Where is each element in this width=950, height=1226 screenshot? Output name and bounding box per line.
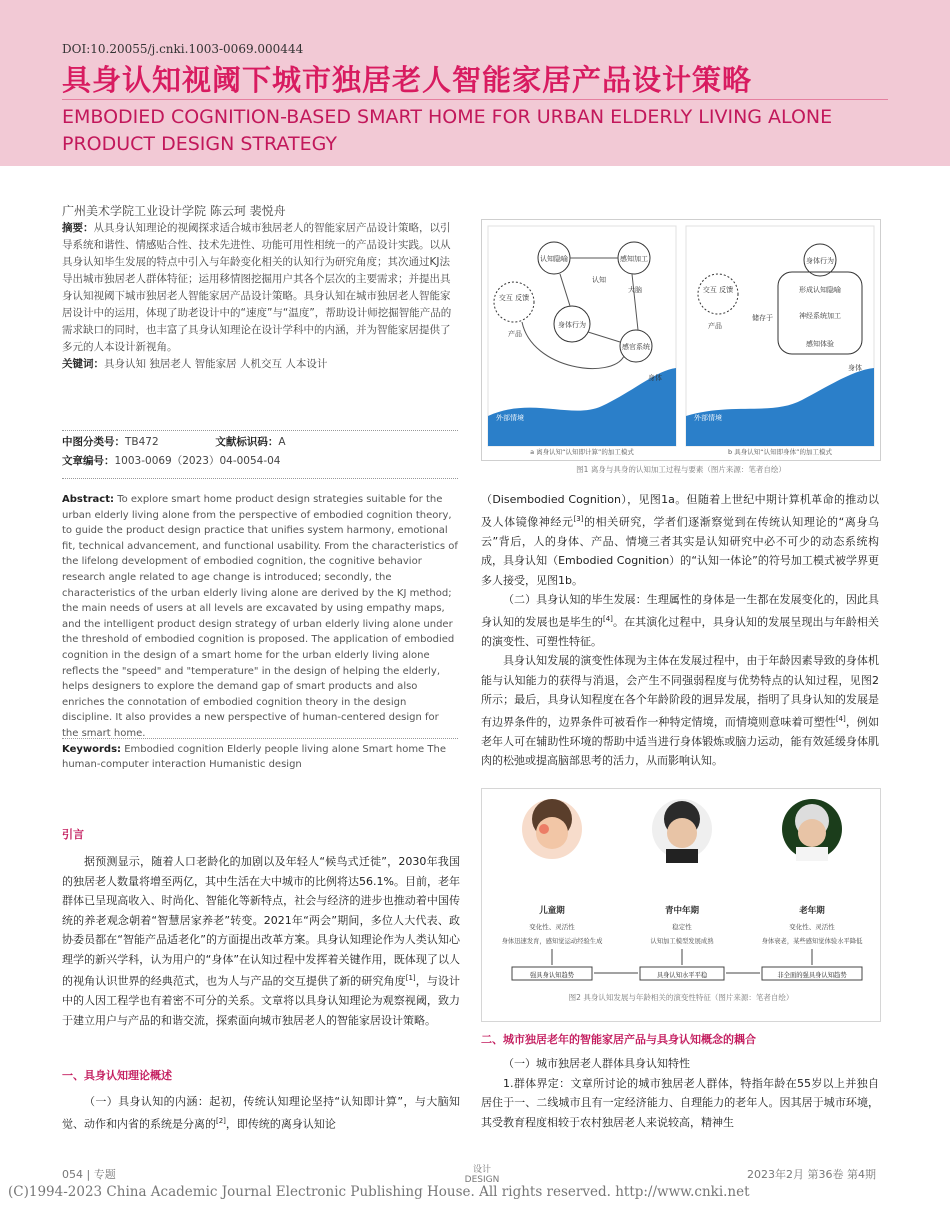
elder-shirt — [796, 847, 828, 861]
intro-text-end: ，与设计中的人因工程学也有着密不可分的关系。文章将以具身认知理论为观察视阈，致力于建立用户与产品的和谐交流，探索面向城市独居老人的智能家居设计策略。 — [62, 974, 461, 1027]
fig1a-label-3: 产品 — [508, 330, 522, 338]
article-number-label: 文章编号： — [62, 455, 115, 467]
fig1b-label-3: 身体 — [848, 364, 862, 372]
citation: [4] — [602, 614, 613, 623]
figure-2 — [481, 788, 881, 1022]
fig1b-node-2: 形成认知隐喻 — [799, 286, 841, 294]
citation: [4] — [835, 714, 846, 723]
footer-section: 专题 — [93, 1168, 116, 1181]
citation: [3] — [573, 514, 584, 523]
keywords-label: 关键词： — [62, 358, 104, 370]
copyright: (C)1994-2023 China Academic Journal Electronic Publishing House. All rights reserved. http://www.cnki.net — [8, 1184, 750, 1200]
elder-face — [798, 819, 826, 847]
para-text: （二）具身认知的毕生发展：生理属性的身体是一生都在发展变化的，因此具身认知的发展也是毕生的 — [481, 593, 879, 629]
figure-1 — [481, 219, 881, 461]
intro-paragraph — [62, 852, 460, 1030]
stage-trend: 强具身认知趋势 — [529, 972, 575, 979]
figure-1-diagram — [482, 220, 880, 460]
section2-sub: （一）城市独居老人群体具身认知特性 — [503, 1057, 690, 1070]
clc-label: 中图分类号： — [62, 436, 125, 448]
title-rule — [62, 99, 888, 100]
abstract-cn — [62, 220, 458, 373]
fig1b-node-3: 交互 反馈 — [702, 286, 734, 294]
doc-code-value: A — [278, 436, 286, 448]
article-number-value: 1003-0069（2023）04-0054-04 — [114, 455, 281, 467]
para-text: （Disembodied Cognition），见图1a。但随着上世纪中期计算机革命的推动以及人体镜像神经元 — [481, 493, 879, 529]
node-a-3 — [494, 282, 534, 322]
journal-cn: 设计 — [472, 1165, 491, 1175]
figure-2-diagram — [482, 789, 880, 1021]
footer-left: 054 | 专题 — [62, 1168, 116, 1181]
fig1a-node-1: 认知隐喻 — [540, 255, 568, 263]
fig1a-node-3: 交互 反馈 — [498, 294, 530, 302]
divider — [62, 738, 458, 739]
abstract-en — [62, 492, 458, 773]
fig1b-label-1: 储存于 — [752, 314, 773, 322]
fig1b-node-5: 感知体验 — [806, 340, 834, 348]
keywords-en-text: Embodied cognition Elderly people living alone Smart home The human-computer interaction Humanistic design — [62, 743, 446, 771]
classification-line — [62, 434, 286, 450]
fig1a-label-4: 身体 — [648, 374, 662, 382]
section2-text — [481, 1054, 879, 1132]
figure-1-caption: 图1 离身与具身的认知加工过程与要素（图片来源：笔者自绘） — [576, 465, 786, 474]
keywords-en-label: Keywords: — [62, 743, 122, 755]
fig1b-node-1: 身体行为 — [806, 257, 834, 265]
page-number: 054 — [62, 1168, 83, 1181]
child-paint — [539, 824, 549, 834]
section2-heading: 二、城市独居老年的智能家居产品与具身认知概念的耦合 — [481, 1033, 756, 1046]
stage-name: 青中年期 — [664, 906, 700, 916]
section2-p1: 1.群体界定：文章所讨论的城市独居老人群体，特指年龄在55岁以上并独自居住于一、二线城市且有一定经济能力、自理能力的老年人。因其居于城市环境，其受教育程度相较于农村独居老人来说较高，精神生 — [481, 1076, 879, 1129]
node-b-3 — [698, 274, 738, 314]
stage-desc: 认知加工模型发展成熟 — [650, 938, 714, 945]
fig1b-caption: b 具身认知“认知即身体”的加工模式 — [728, 448, 832, 456]
fig1b-label-2: 产品 — [708, 322, 722, 330]
para-text: 具身认知发展的演变性体现为主体在发展过程中，由于年龄因素导致的身体机能与认知能力的获得与消退，会产生不同强弱程度与优势特点的认知过程，见图2所示；最后，具身认知程度在各个年龄阶段的迥异发展，指明了具身认知的发展是有边界条件的，边界条件可被看作一种特定情境，而情境则意味着可塑性 — [481, 654, 879, 729]
section1-text-end: ，即传统的离身认知论 — [225, 1117, 336, 1131]
stage-name: 老年期 — [799, 906, 825, 916]
adult-shirt — [666, 849, 698, 863]
stage-trend: 具身认知水平平稳 — [656, 972, 708, 979]
figure-2-caption: 图2 具身认知发展与年龄相关的演变性特征（图片来源：笔者自绘） — [568, 993, 794, 1002]
para-text: ，例如老年人可在辅助性环境的帮助中适当进行身体锻炼或脑力运动，能有效延缓身体肌肉的松弛或提高脑部思考的活力，从而影响认知。 — [481, 715, 879, 768]
doi: DOI:10.20055/j.cnki.1003-0069.000444 — [62, 42, 304, 56]
footer-journal — [462, 1162, 502, 1185]
section1-heading: 一、具身认知理论概述 — [62, 1069, 172, 1082]
fig1a-node-5: 感官系统 — [622, 343, 650, 351]
divider — [62, 478, 458, 479]
journal-en: DESIGN — [464, 1175, 500, 1185]
para-text: 的相关研究，学者们逐渐察觉到在传统认知理论的“离身乌云”背后，人的身体、产品、情境三者其实是认知研究中必不可少的动态系统构成，具身认知（Embodied Cognition）的“认知一体论”的符号加工模式被学界更多人接受，见图1b。 — [481, 515, 879, 587]
fig1a-node-4: 身体行为 — [558, 321, 586, 329]
article-number-line — [62, 453, 280, 469]
fig1a-label-2: 大脑 — [628, 286, 642, 294]
section1-paragraph — [62, 1092, 460, 1134]
citation: [2] — [216, 1116, 226, 1125]
child-face — [536, 817, 568, 849]
footer-issue: 2023年2月 第36卷 第4期 — [747, 1168, 876, 1181]
fig1a-caption: a 离身认知“认知即计算”的加工模式 — [530, 448, 634, 456]
abstract-en-label: Abstract: — [62, 494, 115, 505]
fig1a-label-1: 认知 — [592, 276, 606, 284]
adult-face — [667, 818, 697, 848]
stage-trait: 变化性、灵活性 — [789, 923, 835, 931]
intro-text: 据预测显示，随着人口老龄化的加剧以及年轻人“候鸟式迁徙”，2030年我国的独居老人数量将增至两亿，其中生活在大中城市的比例将达56.1%。目前，老年群体已呈现高收入、时尚化、智能化等新特点，社会与经济的进步也推动着中国传统的养老观念朝着“智慧居家养老”转变。2021年“两会”期间，多位人大代表、政协委员都在“智能产品适老化”的方面提出改革方案。具身认知理论作为人类认知心理学的新兴学科，认为用户的“身体”在认知过程中发挥着关键作用，既体现了以人的视角认识世界的经典范式，也为人与产品的交互提供了新的研究角度 — [62, 855, 460, 988]
right-column-text — [481, 490, 879, 771]
stage-desc: 身体迅速发育，感知觉运动经验生成 — [501, 938, 603, 945]
stage-trend: 非全面的强具身认知趋势 — [777, 972, 847, 979]
stage-name: 儿童期 — [539, 906, 565, 916]
stage-child — [502, 905, 603, 980]
doc-code-label: 文献标识码： — [215, 436, 279, 448]
stage-adult — [640, 905, 724, 980]
para-text: 。在其演化过程中，具身认知的发展呈现出与年龄相关的演变性、可塑性特征。 — [481, 615, 879, 648]
keywords-text: 具身认知 独居老人 智能家居 人机交互 人本设计 — [104, 358, 328, 370]
article-title-cn: 具身认知视阈下城市独居老人智能家居产品设计策略 — [62, 63, 753, 97]
stage-trait: 稳定性 — [672, 923, 692, 931]
stage-elder — [762, 905, 863, 980]
fig1a-node-2: 感知加工 — [620, 255, 648, 263]
fig1b-label-4: 外部情境 — [694, 414, 722, 422]
citation: [1] — [405, 974, 416, 982]
fig1b-node-4: 神经系统加工 — [799, 312, 841, 320]
abstract-label: 摘要： — [62, 222, 94, 234]
fig1a-label-5: 外部情境 — [496, 414, 524, 422]
divider — [62, 430, 458, 431]
article-title-en: EMBODIED COGNITION-BASED SMART HOME FOR URBAN ELDERLY LIVING ALONE PRODUCT DESIGN STRATEGY — [62, 106, 833, 155]
clc-value: TB472 — [125, 436, 159, 448]
stage-desc: 身体衰老，某些感知觉体验水平降低 — [761, 938, 863, 945]
abstract-text: 从具身认知理论的视阈探求适合城市独居老人的智能家居产品设计策略，以引导系统和谐性、情感贴合性、技术先进性、功能可用性相统一的产品设计实践。以从具身认知毕生发展的特点中引入与年龄变化相关的认知行为研究角度；其次通过KJ法导出城市独居老人群体特征；运用移情图挖掘用户其各个层次的主要需求；并提出具身认知视阈下城市独居老人智能家居产品设计策略。具身认知在城市独居老人智能家居设计中的运用，体现了助老设计中的“速度”与“温度”，帮助设计师挖掘智能产品的需求缺口的同时，也丰富了具身认知理论在设计学科中的内涵，并为智能家居提供了多元的人本设计新视角。 — [62, 222, 452, 353]
intro-heading: 引言 — [62, 828, 84, 841]
abstract-en-text: To explore smart home product design strategies suitable for the urban elderly living alone from the perspective of embodied cognition theory, to guide the product design practice that unifies system harmony, emotional fit, technical advancement, and functional usability. From the characteristics of the lifelong development of embodied cognition, the cognitive behavior research angle related to age change is introduced; secondly, the characteristics of the urban elderly living alone are derived by the KJ method; the main needs of users at all levels are excavated by using empathy maps, and the intelligent product design strategy of urban elderly living alone under the threshold of embodied cognition is proposed. The application of embodied cognition in the design of a smart home for the urban elderly living alone reflects the "speed" and "temperature" in the design of helping the elderly, helps designers to explore the demand gap of smart products and also enriches the connotation of embodied cognition theory in the design discipline. It also provides a new perspective of human-centered design for the smart home. — [62, 494, 458, 739]
authors: 广州美术学院工业设计学院 陈云珂 裴悦舟 — [62, 204, 286, 218]
section1-text: （一）具身认知的内涵：起初，传统认知理论坚持“认知即计算”，与大脑知觉、动作和内省的系统是分离的 — [62, 1095, 460, 1131]
stage-trait: 变化性、灵活性 — [529, 923, 575, 931]
